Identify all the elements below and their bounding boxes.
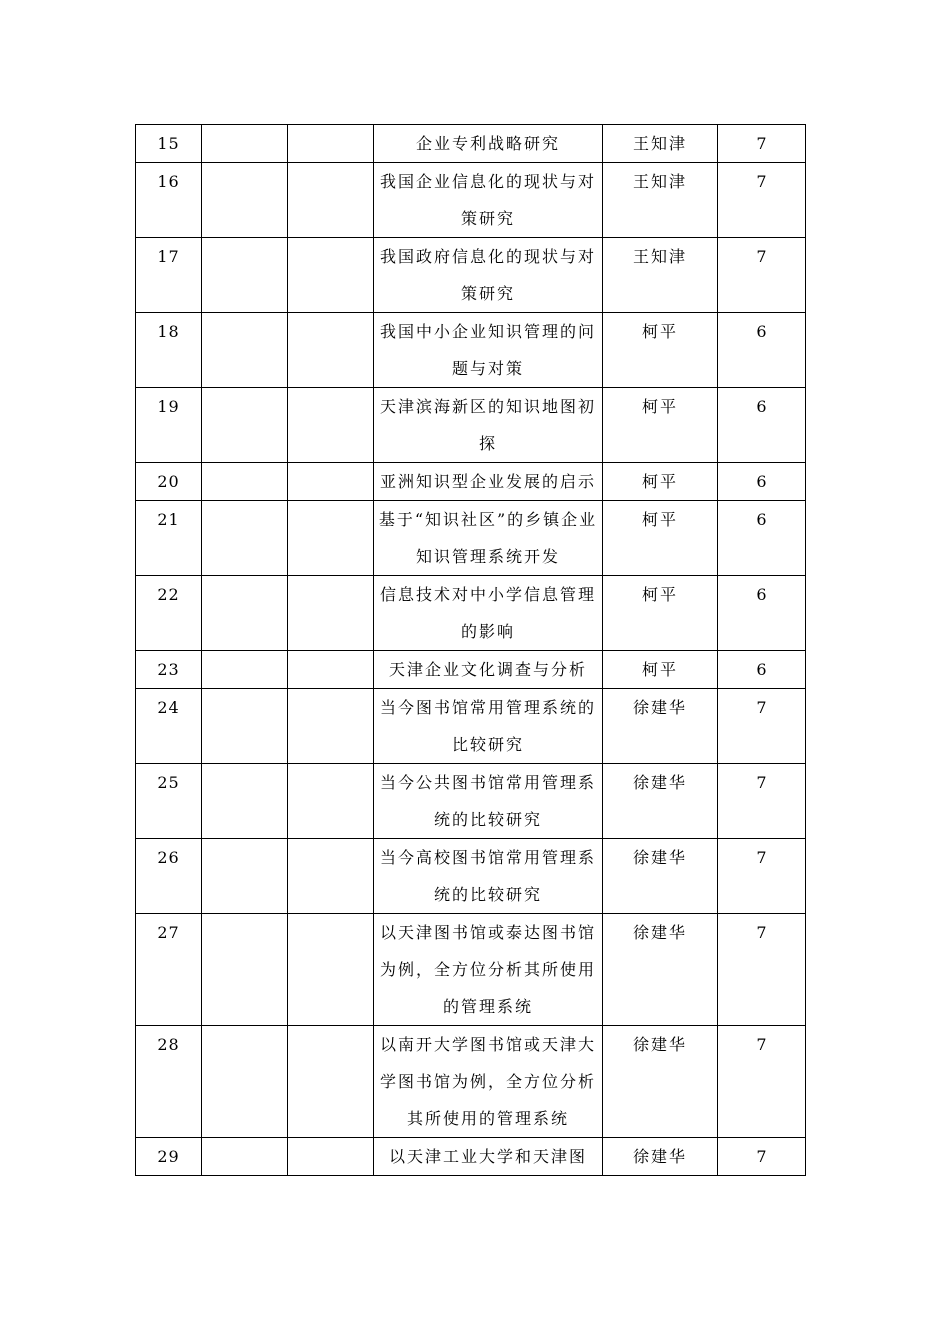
empty-cell: [288, 839, 374, 914]
advisor-name: 柯平: [603, 313, 718, 388]
empty-cell: [202, 313, 288, 388]
advisor-name: 徐建华: [603, 839, 718, 914]
empty-cell: [202, 839, 288, 914]
topic-title: 信息技术对中小学信息管理的影响: [374, 576, 603, 651]
empty-cell: [202, 388, 288, 463]
table-row: [136, 839, 806, 914]
empty-cell: [288, 501, 374, 576]
table-row: [136, 388, 806, 463]
advisor-name: 柯平: [603, 388, 718, 463]
table-row: [136, 125, 806, 163]
topic-title: 亚洲知识型企业发展的启示: [374, 463, 603, 501]
empty-cell: [288, 689, 374, 764]
topic-title: 基于“知识社区”的乡镇企业知识管理系统开发: [374, 501, 603, 576]
table-row: [136, 163, 806, 238]
student-count: 6: [718, 313, 806, 388]
row-number: 28: [136, 1026, 202, 1138]
topic-title: 当今图书馆常用管理系统的比较研究: [374, 689, 603, 764]
empty-cell: [288, 1138, 374, 1176]
empty-cell: [202, 764, 288, 839]
topic-title: 天津企业文化调查与分析: [374, 651, 603, 689]
student-count: 7: [718, 764, 806, 839]
student-count: 7: [718, 1138, 806, 1176]
topic-title: 以南开大学图书馆或天津大学图书馆为例，全方位分析其所使用的管理系统: [374, 1026, 603, 1138]
student-count: 7: [718, 163, 806, 238]
advisor-name: 柯平: [603, 463, 718, 501]
empty-cell: [288, 1026, 374, 1138]
empty-cell: [288, 463, 374, 501]
topic-title: 以天津图书馆或泰达图书馆为例，全方位分析其所使用的管理系统: [374, 914, 603, 1026]
row-number: 24: [136, 689, 202, 764]
advisor-name: 王知津: [603, 238, 718, 313]
topic-title: 天津滨海新区的知识地图初探: [374, 388, 603, 463]
student-count: 7: [718, 238, 806, 313]
empty-cell: [202, 163, 288, 238]
row-number: 27: [136, 914, 202, 1026]
topic-title: 当今高校图书馆常用管理系统的比较研究: [374, 839, 603, 914]
advisor-name: 柯平: [603, 501, 718, 576]
table-row: [136, 1026, 806, 1138]
advisor-name: 柯平: [603, 651, 718, 689]
row-number: 18: [136, 313, 202, 388]
student-count: 6: [718, 576, 806, 651]
empty-cell: [202, 689, 288, 764]
empty-cell: [288, 914, 374, 1026]
table-row: [136, 576, 806, 651]
empty-cell: [288, 651, 374, 689]
topic-title: 以天津工业大学和天津图: [374, 1138, 603, 1176]
advisor-name: 王知津: [603, 163, 718, 238]
topic-title: 企业专利战略研究: [374, 125, 603, 163]
topic-title: 当今公共图书馆常用管理系统的比较研究: [374, 764, 603, 839]
empty-cell: [288, 764, 374, 839]
empty-cell: [288, 163, 374, 238]
table-row: [136, 313, 806, 388]
topic-title: 我国企业信息化的现状与对策研究: [374, 163, 603, 238]
table-row: [136, 651, 806, 689]
empty-cell: [202, 576, 288, 651]
row-number: 23: [136, 651, 202, 689]
empty-cell: [202, 238, 288, 313]
advisor-name: 徐建华: [603, 689, 718, 764]
empty-cell: [288, 125, 374, 163]
empty-cell: [202, 125, 288, 163]
row-number: 19: [136, 388, 202, 463]
empty-cell: [288, 238, 374, 313]
empty-cell: [288, 388, 374, 463]
advisor-name: 王知津: [603, 125, 718, 163]
empty-cell: [202, 1026, 288, 1138]
advisor-name: 徐建华: [603, 1026, 718, 1138]
empty-cell: [202, 651, 288, 689]
empty-cell: [202, 463, 288, 501]
row-number: 20: [136, 463, 202, 501]
table-row: [136, 1138, 806, 1176]
student-count: 7: [718, 125, 806, 163]
advisor-name: 柯平: [603, 576, 718, 651]
student-count: 7: [718, 914, 806, 1026]
row-number: 26: [136, 839, 202, 914]
student-count: 6: [718, 388, 806, 463]
empty-cell: [202, 1138, 288, 1176]
student-count: 6: [718, 651, 806, 689]
advisor-name: 徐建华: [603, 764, 718, 839]
advisor-name: 徐建华: [603, 1138, 718, 1176]
topic-title: 我国中小企业知识管理的问题与对策: [374, 313, 603, 388]
topic-title: 我国政府信息化的现状与对策研究: [374, 238, 603, 313]
student-count: 7: [718, 689, 806, 764]
table-row: [136, 463, 806, 501]
table-row: [136, 501, 806, 576]
row-number: 29: [136, 1138, 202, 1176]
student-count: 7: [718, 839, 806, 914]
table-row: [136, 689, 806, 764]
table-row: [136, 764, 806, 839]
row-number: 15: [136, 125, 202, 163]
student-count: 7: [718, 1026, 806, 1138]
row-number: 17: [136, 238, 202, 313]
row-number: 21: [136, 501, 202, 576]
student-count: 6: [718, 463, 806, 501]
table-row: [136, 914, 806, 1026]
student-count: 6: [718, 501, 806, 576]
empty-cell: [288, 576, 374, 651]
empty-cell: [202, 914, 288, 1026]
table-row: [136, 238, 806, 313]
empty-cell: [288, 313, 374, 388]
table-body: [136, 125, 806, 1176]
advisor-name: 徐建华: [603, 914, 718, 1026]
row-number: 25: [136, 764, 202, 839]
empty-cell: [202, 501, 288, 576]
row-number: 16: [136, 163, 202, 238]
topic-table: [135, 124, 806, 1176]
row-number: 22: [136, 576, 202, 651]
